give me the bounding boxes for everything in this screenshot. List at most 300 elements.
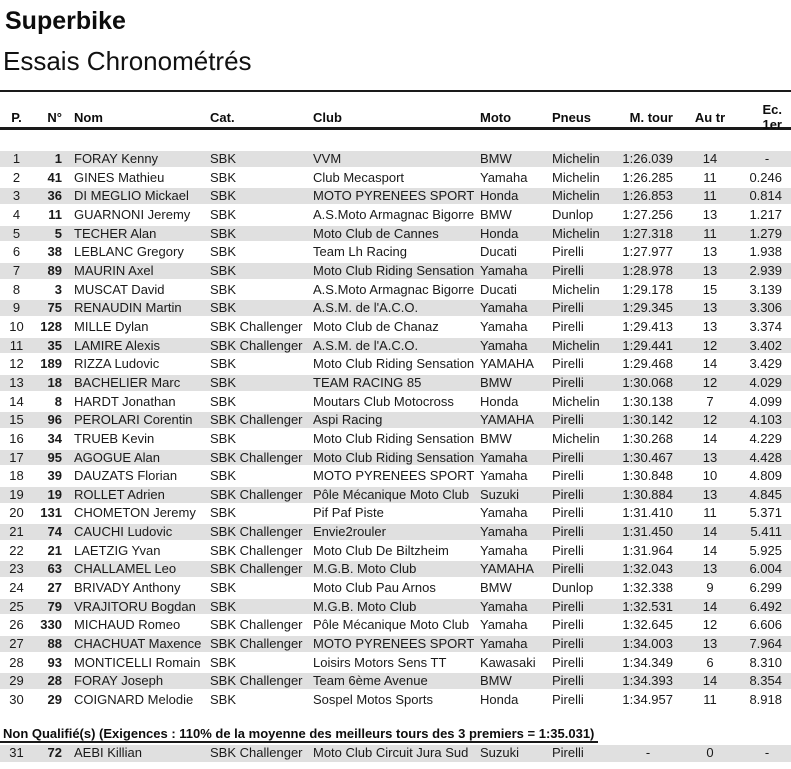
cell-num: 79 [47, 598, 62, 614]
cell-cat: SBK [210, 188, 237, 204]
cell-cat: SBK Challenger [210, 745, 303, 760]
cell-club: Moto Club de Cannes [313, 225, 439, 241]
table-row [0, 412, 791, 428]
cell-nom: BRIVADY Anthony [74, 580, 181, 596]
column-header-bike: Moto [480, 109, 512, 125]
cell-moto: YAMAHA [480, 356, 534, 372]
cell-club: VVM [313, 151, 342, 166]
cell-num: 72 [47, 745, 62, 760]
table-row [0, 188, 791, 204]
cell-autr: 12 [702, 374, 718, 390]
cell-num: 36 [47, 188, 62, 204]
cell-pneus: Pirelli [552, 468, 584, 484]
cell-club: Moto Club Riding Sensation [313, 430, 474, 446]
cell-cat: SBK [210, 692, 237, 708]
cell-ec: - [764, 151, 770, 166]
cell-moto: Yamaha [480, 262, 528, 278]
cell-moto: YAMAHA [480, 412, 534, 428]
cell-mtour: 1:32.338 [622, 580, 673, 596]
cell-mtour: 1:30.467 [622, 449, 673, 465]
cell-num: 11 [48, 206, 62, 222]
cell-num: 89 [47, 262, 62, 278]
cell-pos: 15 [9, 412, 24, 428]
cell-cat: SBK [210, 356, 237, 372]
column-header-club: Club [313, 109, 342, 125]
cell-cat: SBK [210, 206, 237, 222]
cell-cat: SBK [210, 151, 237, 166]
cell-nom: RENAUDIN Martin [74, 300, 182, 316]
cell-pos: 10 [9, 318, 24, 334]
cell-ec: 3.306 [749, 300, 782, 316]
cell-ec: 6.004 [749, 561, 782, 577]
cell-pos: 22 [9, 542, 24, 558]
cell-autr: 14 [702, 151, 718, 166]
table-row [0, 170, 791, 186]
cell-pos: 14 [9, 393, 24, 409]
table-row [0, 263, 791, 279]
cell-ec: 3.402 [749, 337, 782, 353]
cell-mtour: 1:30.068 [622, 374, 673, 390]
cell-club: Loisirs Motors Sens TT [313, 654, 447, 670]
cell-nom: LAMIRE Alexis [74, 337, 160, 353]
cell-mtour: 1:31.964 [622, 542, 673, 558]
cell-moto: Yamaha [480, 524, 528, 540]
cell-num: 74 [47, 524, 62, 540]
cell-num: 75 [47, 300, 62, 316]
cell-pneus: Pirelli [552, 412, 584, 428]
cell-pneus: Pirelli [552, 244, 584, 260]
cell-pneus: Michelin [552, 225, 600, 241]
cell-cat: SBK [210, 505, 237, 521]
column-header-name: Nom [74, 109, 103, 125]
cell-pos: 13 [9, 374, 24, 390]
cell-num: 330 [40, 617, 62, 633]
cell-pneus: Pirelli [552, 692, 584, 708]
cell-moto: BMW [480, 206, 512, 222]
table-row [0, 543, 791, 559]
cell-nom: COIGNARD Melodie [74, 692, 194, 708]
table-row [0, 450, 791, 466]
cell-num: 128 [40, 318, 62, 334]
cell-mtour: 1:32.645 [622, 617, 673, 633]
cell-mtour: 1:30.268 [622, 430, 673, 446]
cell-num: 1 [54, 151, 62, 166]
cell-pos: 20 [9, 505, 24, 521]
cell-ec: 3.429 [749, 356, 782, 372]
cell-pneus: Pirelli [552, 374, 584, 390]
cell-club: Moto Club Riding Sensation [313, 262, 474, 278]
cell-mtour: 1:30.138 [622, 393, 673, 409]
cell-cat: SBK [210, 225, 237, 241]
cell-pneus: Michelin [552, 337, 600, 353]
cell-pos: 5 [12, 225, 21, 241]
cell-num: 8 [54, 393, 62, 409]
table-row [0, 300, 791, 316]
cell-pneus: Pirelli [552, 542, 584, 558]
cell-moto: Yamaha [480, 169, 528, 185]
cell-num: 93 [47, 654, 62, 670]
cell-moto: BMW [480, 374, 512, 390]
cell-pneus: Dunlop [552, 206, 594, 222]
cell-autr: 13 [702, 262, 718, 278]
cell-mtour: 1:28.978 [622, 262, 673, 278]
table-header-row [0, 102, 791, 133]
cell-club: Pôle Mécanique Moto Club [313, 617, 470, 633]
cell-club: Pif Paf Piste [313, 505, 384, 521]
cell-nom: ROLLET Adrien [74, 486, 165, 502]
cell-pneus: Pirelli [552, 561, 584, 577]
cell-autr: 13 [702, 318, 718, 334]
cell-autr: 11 [703, 169, 717, 185]
table-row [0, 692, 791, 708]
cell-ec: 0.246 [749, 169, 782, 185]
cell-ec: 4.099 [749, 393, 782, 409]
cell-pos: 7 [12, 262, 21, 278]
cell-nom: LEBLANC Gregory [74, 244, 184, 260]
column-header-gap: Ec. 1er [762, 102, 782, 133]
cell-club: A.S.M. de l'A.C.O. [313, 300, 419, 316]
cell-pneus: Pirelli [552, 524, 584, 540]
cell-ec: 1.938 [749, 244, 782, 260]
column-header-position: P. [11, 109, 22, 125]
cell-nom: DAUZATS Florian [74, 468, 178, 484]
cell-pneus: Michelin [552, 393, 600, 409]
cell-pos: 1 [12, 151, 21, 166]
cell-cat: SBK [210, 374, 237, 390]
cell-moto: Yamaha [480, 468, 528, 484]
cell-autr: 10 [702, 468, 718, 484]
cell-club: TEAM RACING 85 [313, 374, 422, 390]
cell-ec: 4.428 [749, 449, 782, 465]
non-qualified-rows [0, 745, 791, 762]
cell-pos: 18 [9, 468, 24, 484]
cell-club: Envie2rouler [313, 524, 386, 540]
cell-ec: - [764, 745, 770, 760]
cell-autr: 12 [702, 412, 718, 428]
cell-nom: CHACHUAT Maxence [74, 636, 202, 652]
table-row [0, 244, 791, 260]
cell-ec: 5.925 [749, 542, 782, 558]
cell-nom: MONTICELLI Romain [74, 654, 201, 670]
cell-ec: 0.814 [749, 188, 782, 204]
cell-mtour: 1:26.285 [622, 169, 673, 185]
cell-pos: 28 [9, 654, 24, 670]
cell-mtour: 1:29.468 [622, 356, 673, 372]
cell-nom: VRAJITORU Bogdan [74, 598, 196, 614]
cell-pos: 21 [9, 524, 24, 540]
cell-autr: 6 [706, 654, 714, 670]
cell-autr: 14 [702, 542, 718, 558]
cell-ec: 3.374 [749, 318, 782, 334]
table-row [0, 524, 791, 540]
cell-autr: 14 [702, 430, 718, 446]
cell-moto: Honda [480, 692, 519, 708]
cell-cat: SBK Challenger [210, 636, 303, 652]
cell-mtour: 1:34.349 [622, 654, 673, 670]
cell-club: MOTO PYRENEES SPORT [313, 636, 474, 652]
table-row [0, 673, 791, 689]
cell-moto: Yamaha [480, 318, 528, 334]
table-row [0, 375, 791, 391]
cell-num: 39 [47, 468, 62, 484]
cell-autr: 13 [702, 206, 718, 222]
column-header-best-lap: M. tour [629, 109, 673, 125]
cell-club: Team Lh Racing [313, 244, 407, 260]
cell-pneus: Pirelli [552, 318, 584, 334]
cell-moto: Yamaha [480, 337, 528, 353]
cell-autr: 14 [702, 356, 718, 372]
cell-pneus: Michelin [552, 169, 600, 185]
cell-pos: 3 [12, 188, 21, 204]
cell-pos: 23 [9, 561, 24, 577]
cell-autr: 15 [702, 281, 718, 297]
cell-ec: 7.964 [749, 636, 782, 652]
cell-nom: CAUCHI Ludovic [74, 524, 173, 540]
cell-ec: 6.299 [749, 580, 782, 596]
results-rows [0, 151, 791, 711]
cell-pneus: Michelin [552, 188, 600, 204]
cell-mtour: 1:32.531 [622, 598, 673, 614]
cell-mtour: 1:30.848 [622, 468, 673, 484]
cell-nom: AGOGUE Alan [74, 449, 160, 465]
table-row [0, 226, 791, 242]
cell-ec: 5.411 [750, 524, 782, 540]
cell-nom: HARDT Jonathan [74, 393, 176, 409]
table-row [0, 655, 791, 671]
cell-club: Sospel Motos Sports [313, 692, 433, 708]
cell-ec: 5.371 [749, 505, 782, 521]
cell-ec: 6.606 [749, 617, 782, 633]
cell-mtour: 1:27.256 [622, 206, 673, 222]
cell-autr: 13 [702, 636, 718, 652]
table-row [0, 636, 791, 652]
table-row [0, 394, 791, 410]
cell-moto: Ducati [480, 281, 517, 297]
cell-pos: 24 [9, 580, 24, 596]
cell-pos: 31 [9, 745, 24, 760]
cell-ec: 8.354 [749, 673, 782, 689]
cell-cat: SBK [210, 580, 237, 596]
cell-nom: DI MEGLIO Mickael [74, 188, 189, 204]
cell-moto: Suzuki [480, 486, 520, 502]
cell-autr: 13 [702, 244, 718, 260]
cell-pneus: Pirelli [552, 598, 584, 614]
cell-ec: 6.492 [749, 598, 782, 614]
cell-num: 28 [47, 673, 62, 689]
cell-moto: Yamaha [480, 300, 528, 316]
cell-moto: BMW [480, 430, 512, 446]
table-row [0, 151, 791, 167]
cell-autr: 11 [703, 188, 717, 204]
cell-nom: TRUEB Kevin [74, 430, 155, 446]
cell-nom: FORAY Joseph [74, 673, 164, 689]
cell-nom: AEBI Killian [74, 745, 142, 760]
cell-club: Moto Club De Biltzheim [313, 542, 449, 558]
cell-cat: SBK Challenger [210, 449, 303, 465]
cell-mtour: 1:32.043 [622, 561, 673, 577]
cell-cat: SBK Challenger [210, 524, 303, 540]
cell-num: 96 [47, 412, 62, 428]
cell-club: Club Mecasport [313, 169, 405, 185]
cell-ec: 1.217 [749, 206, 782, 222]
cell-moto: Honda [480, 393, 519, 409]
cell-cat: SBK Challenger [210, 318, 303, 334]
cell-num: 3 [54, 281, 62, 297]
cell-nom: MICHAUD Romeo [74, 617, 181, 633]
cell-mtour: 1:27.977 [622, 244, 673, 260]
table-row [0, 505, 791, 521]
cell-mtour: 1:30.142 [622, 412, 673, 428]
table-row [0, 431, 791, 447]
cell-club: M.G.B. Moto Club [313, 598, 417, 614]
cell-num: 5 [54, 225, 62, 241]
cell-mtour: 1:34.393 [622, 673, 673, 689]
cell-mtour: 1:31.410 [622, 505, 673, 521]
cell-num: 41 [47, 169, 62, 185]
table-row [0, 319, 791, 335]
table-row [0, 356, 791, 372]
cell-mtour: 1:26.039 [622, 151, 673, 166]
cell-moto: Honda [480, 188, 519, 204]
cell-club: Aspi Racing [313, 412, 383, 428]
cell-mtour: 1:30.884 [622, 486, 673, 502]
cell-moto: Yamaha [480, 449, 528, 465]
cell-autr: 14 [702, 598, 718, 614]
cell-autr: 9 [706, 580, 714, 596]
cell-autr: 0 [706, 745, 714, 760]
cell-cat: SBK [210, 598, 237, 614]
cell-club: A.S.M. de l'A.C.O. [313, 337, 419, 353]
cell-pneus: Pirelli [552, 636, 584, 652]
cell-pos: 2 [12, 169, 21, 185]
cell-mtour: 1:26.853 [622, 188, 673, 204]
cell-mtour: 1:29.345 [622, 300, 673, 316]
cell-club: Moto Club de Chanaz [313, 318, 439, 334]
cell-num: 131 [40, 505, 62, 521]
table-row [0, 599, 791, 615]
cell-pneus: Pirelli [552, 654, 584, 670]
cell-nom: MAURIN Axel [74, 262, 154, 278]
cell-pneus: Michelin [552, 430, 600, 446]
cell-autr: 13 [702, 449, 718, 465]
cell-pos: 19 [9, 486, 24, 502]
table-row [0, 580, 791, 596]
cell-mtour: 1:34.957 [622, 692, 673, 708]
cell-ec: 4.809 [749, 468, 782, 484]
cell-ec: 8.310 [749, 654, 782, 670]
cell-mtour: 1:29.441 [622, 337, 673, 353]
table-row [0, 207, 791, 223]
cell-ec: 4.845 [749, 486, 782, 502]
cell-pneus: Pirelli [552, 486, 584, 502]
cell-ec: 8.918 [749, 692, 782, 708]
table-row [0, 745, 791, 762]
cell-pneus: Pirelli [552, 449, 584, 465]
cell-pneus: Michelin [552, 281, 600, 297]
cell-pos: 4 [12, 206, 21, 222]
cell-pos: 9 [12, 300, 21, 316]
cell-cat: SBK Challenger [210, 542, 303, 558]
cell-pneus: Pirelli [552, 356, 584, 372]
cell-moto: Yamaha [480, 542, 528, 558]
cell-moto: Suzuki [480, 745, 520, 760]
cell-cat: SBK [210, 244, 237, 260]
cell-cat: SBK Challenger [210, 486, 303, 502]
cell-pos: 26 [9, 617, 24, 633]
cell-moto: Honda [480, 225, 519, 241]
cell-num: 18 [47, 374, 62, 390]
cell-pneus: Pirelli [552, 262, 584, 278]
cell-pos: 12 [9, 356, 24, 372]
cell-pneus: Pirelli [552, 300, 584, 316]
top-rule [0, 90, 791, 92]
table-row [0, 561, 791, 577]
cell-mtour: 1:31.450 [622, 524, 673, 540]
cell-moto: BMW [480, 151, 512, 166]
cell-cat: SBK [210, 262, 237, 278]
cell-nom: LAETZIG Yvan [74, 542, 161, 558]
cell-club: Team 6ème Avenue [313, 673, 428, 689]
cell-cat: SBK [210, 654, 237, 670]
cell-num: 38 [47, 244, 62, 260]
cell-club: Moto Club Riding Sensation [313, 356, 474, 372]
cell-nom: MILLE Dylan [74, 318, 149, 334]
cell-num: 35 [47, 337, 62, 353]
column-header-lap-no: Au tr [694, 109, 726, 125]
cell-pos: 25 [9, 598, 24, 614]
cell-ec: 4.029 [749, 374, 782, 390]
cell-cat: SBK [210, 468, 237, 484]
cell-moto: Kawasaki [480, 654, 536, 670]
cell-moto: Yamaha [480, 598, 528, 614]
cell-nom: BACHELIER Marc [74, 374, 181, 390]
cell-pos: 29 [9, 673, 24, 689]
table-row [0, 468, 791, 484]
cell-moto: Yamaha [480, 505, 528, 521]
cell-pneus: Dunlop [552, 580, 594, 596]
table-row [0, 282, 791, 298]
cell-autr: 14 [702, 673, 718, 689]
cell-ec: 1.279 [749, 225, 782, 241]
cell-cat: SBK [210, 281, 237, 297]
cell-autr: 12 [702, 617, 718, 633]
table-row [0, 487, 791, 503]
cell-cat: SBK [210, 169, 237, 185]
cell-nom: GUARNONI Jeremy [74, 206, 191, 222]
cell-cat: SBK Challenger [210, 561, 303, 577]
cell-pos: 11 [9, 337, 24, 353]
cell-pneus: Michelin [552, 151, 600, 166]
cell-club: Moto Club Pau Arnos [313, 580, 436, 596]
cell-nom: RIZZA Ludovic [74, 356, 160, 372]
cell-club: M.G.B. Moto Club [313, 561, 417, 577]
cell-autr: 14 [702, 524, 718, 540]
cell-club: A.S.Moto Armagnac Bigorre [313, 281, 474, 297]
cell-pneus: Pirelli [552, 505, 584, 521]
cell-autr: 13 [702, 486, 718, 502]
cell-cat: SBK [210, 430, 237, 446]
cell-nom: MUSCAT David [74, 281, 165, 297]
table-row [0, 338, 791, 354]
cell-pneus: Pirelli [552, 745, 584, 760]
cell-club: Pôle Mécanique Moto Club [313, 486, 470, 502]
column-header-category: Cat. [210, 109, 235, 125]
cell-num: 27 [47, 580, 62, 596]
cell-moto: BMW [480, 673, 512, 689]
page-title: Superbike [5, 7, 126, 35]
cell-ec: 2.939 [749, 262, 782, 278]
cell-num: 34 [47, 430, 62, 446]
